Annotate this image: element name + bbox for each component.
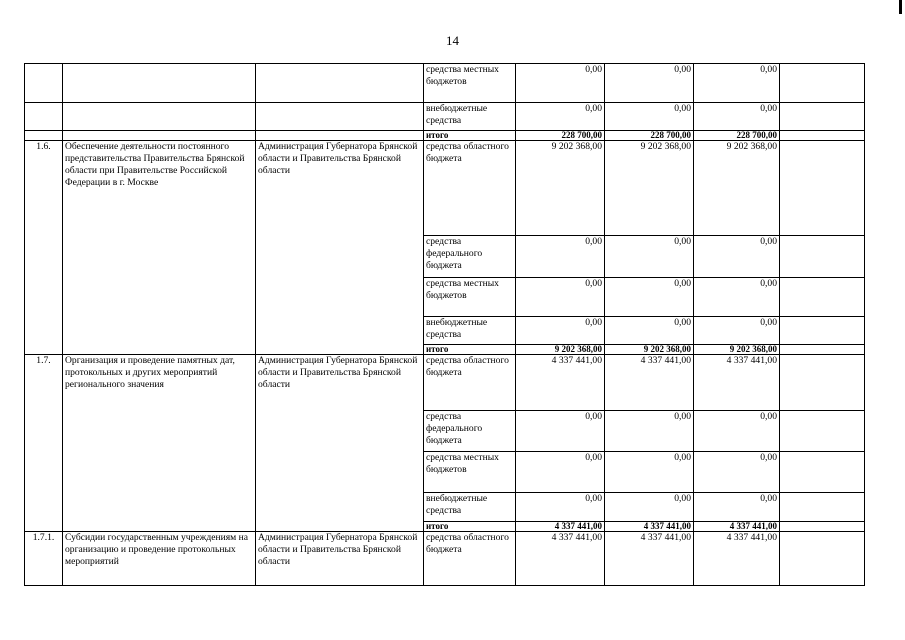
- amount-year-1: 9 202 368,00: [516, 345, 605, 355]
- funding-source: внебюджетные средства: [424, 317, 516, 345]
- amount-year-2: 0,00: [605, 64, 694, 103]
- amount-year-3: 0,00: [694, 64, 780, 103]
- amount-year-2: 0,00: [605, 411, 694, 452]
- edge-mark: [899, 0, 902, 14]
- item-name: [63, 103, 256, 131]
- table-row: [25, 532, 865, 586]
- amount-year-3: 4 337 441,00: [694, 522, 780, 532]
- amount-year-2: 0,00: [605, 103, 694, 131]
- amount-year-3: 0,00: [694, 103, 780, 131]
- amount-year-1: 4 337 441,00: [516, 522, 605, 532]
- amount-year-2: 4 337 441,00: [605, 355, 694, 411]
- item-number: 1.6.: [25, 141, 63, 355]
- amount-year-3: 0,00: [694, 493, 780, 522]
- item-name: Обеспечение деятельности постоянного представительства Правительства Брянской области при Правительстве Российской Федерации в г. Москве: [63, 141, 256, 355]
- amount-year-3: 9 202 368,00: [694, 345, 780, 355]
- amount-year-1: 228 700,00: [516, 131, 605, 141]
- funding-source: итого: [424, 131, 516, 141]
- amount-year-3: 0,00: [694, 317, 780, 345]
- empty-cell: [780, 532, 865, 586]
- item-number: [25, 131, 63, 141]
- amount-year-1: 0,00: [516, 278, 605, 317]
- amount-year-3: 4 337 441,00: [694, 355, 780, 411]
- amount-year-3: 9 202 368,00: [694, 141, 780, 236]
- budget-table: [24, 63, 865, 586]
- empty-cell: [780, 64, 865, 103]
- amount-year-3: 4 337 441,00: [694, 532, 780, 586]
- empty-cell: [780, 236, 865, 278]
- amount-year-1: 0,00: [516, 411, 605, 452]
- empty-cell: [780, 345, 865, 355]
- empty-cell: [780, 278, 865, 317]
- page-number: 14: [446, 33, 459, 48]
- amount-year-3: 0,00: [694, 278, 780, 317]
- amount-year-3: 0,00: [694, 236, 780, 278]
- item-executor: [256, 64, 424, 103]
- item-executor: Администрация Губернатора Брянской области и Правительства Брянской области: [256, 532, 424, 586]
- amount-year-1: 0,00: [516, 236, 605, 278]
- amount-year-1: 4 337 441,00: [516, 355, 605, 411]
- amount-year-2: 0,00: [605, 278, 694, 317]
- item-name: Организация и проведение памятных дат, протокольных и других мероприятий регионального значения: [63, 355, 256, 532]
- amount-year-2: 0,00: [605, 452, 694, 493]
- table-row: [25, 355, 865, 411]
- amount-year-1: 0,00: [516, 64, 605, 103]
- amount-year-2: 0,00: [605, 493, 694, 522]
- amount-year-1: 0,00: [516, 452, 605, 493]
- item-executor: [256, 103, 424, 131]
- amount-year-2: 4 337 441,00: [605, 532, 694, 586]
- funding-source: внебюджетные средства: [424, 493, 516, 522]
- item-executor: Администрация Губернатора Брянской области и Правительства Брянской области: [256, 141, 424, 355]
- item-name: [63, 131, 256, 141]
- funding-source: итого: [424, 345, 516, 355]
- amount-year-1: 0,00: [516, 103, 605, 131]
- funding-source: средства федерального бюджета: [424, 411, 516, 452]
- item-number: 1.7.1.: [25, 532, 63, 586]
- amount-year-3: 228 700,00: [694, 131, 780, 141]
- item-executor: [256, 131, 424, 141]
- table-row: [25, 64, 865, 103]
- funding-source: итого: [424, 522, 516, 532]
- funding-source: средства федерального бюджета: [424, 236, 516, 278]
- funding-source: средства областного бюджета: [424, 355, 516, 411]
- amount-year-2: 0,00: [605, 236, 694, 278]
- empty-cell: [780, 493, 865, 522]
- amount-year-2: 9 202 368,00: [605, 345, 694, 355]
- empty-cell: [780, 355, 865, 411]
- empty-cell: [780, 141, 865, 236]
- funding-source: средства местных бюджетов: [424, 64, 516, 103]
- item-executor: Администрация Губернатора Брянской области и Правительства Брянской области: [256, 355, 424, 532]
- funding-source: средства областного бюджета: [424, 141, 516, 236]
- item-number: [25, 64, 63, 103]
- item-number: 1.7.: [25, 355, 63, 532]
- amount-year-1: 0,00: [516, 317, 605, 345]
- amount-year-1: 4 337 441,00: [516, 532, 605, 586]
- item-number: [25, 103, 63, 131]
- item-name: Субсидии государственным учреждениям на организацию и проведение протокольных мероприятий: [63, 532, 256, 586]
- funding-source: средства местных бюджетов: [424, 278, 516, 317]
- amount-year-2: 228 700,00: [605, 131, 694, 141]
- amount-year-2: 0,00: [605, 317, 694, 345]
- empty-cell: [780, 452, 865, 493]
- amount-year-2: 9 202 368,00: [605, 141, 694, 236]
- empty-cell: [780, 411, 865, 452]
- empty-cell: [780, 103, 865, 131]
- amount-year-1: 9 202 368,00: [516, 141, 605, 236]
- empty-cell: [780, 317, 865, 345]
- empty-cell: [780, 131, 865, 141]
- funding-source: средства местных бюджетов: [424, 452, 516, 493]
- amount-year-3: 0,00: [694, 452, 780, 493]
- table-row: [25, 103, 865, 131]
- amount-year-2: 4 337 441,00: [605, 522, 694, 532]
- funding-source: внебюджетные средства: [424, 103, 516, 131]
- table-row-total: [25, 131, 865, 141]
- empty-cell: [780, 522, 865, 532]
- table-row: [25, 141, 865, 236]
- amount-year-1: 0,00: [516, 493, 605, 522]
- funding-source: средства областного бюджета: [424, 532, 516, 586]
- amount-year-3: 0,00: [694, 411, 780, 452]
- item-name: [63, 64, 256, 103]
